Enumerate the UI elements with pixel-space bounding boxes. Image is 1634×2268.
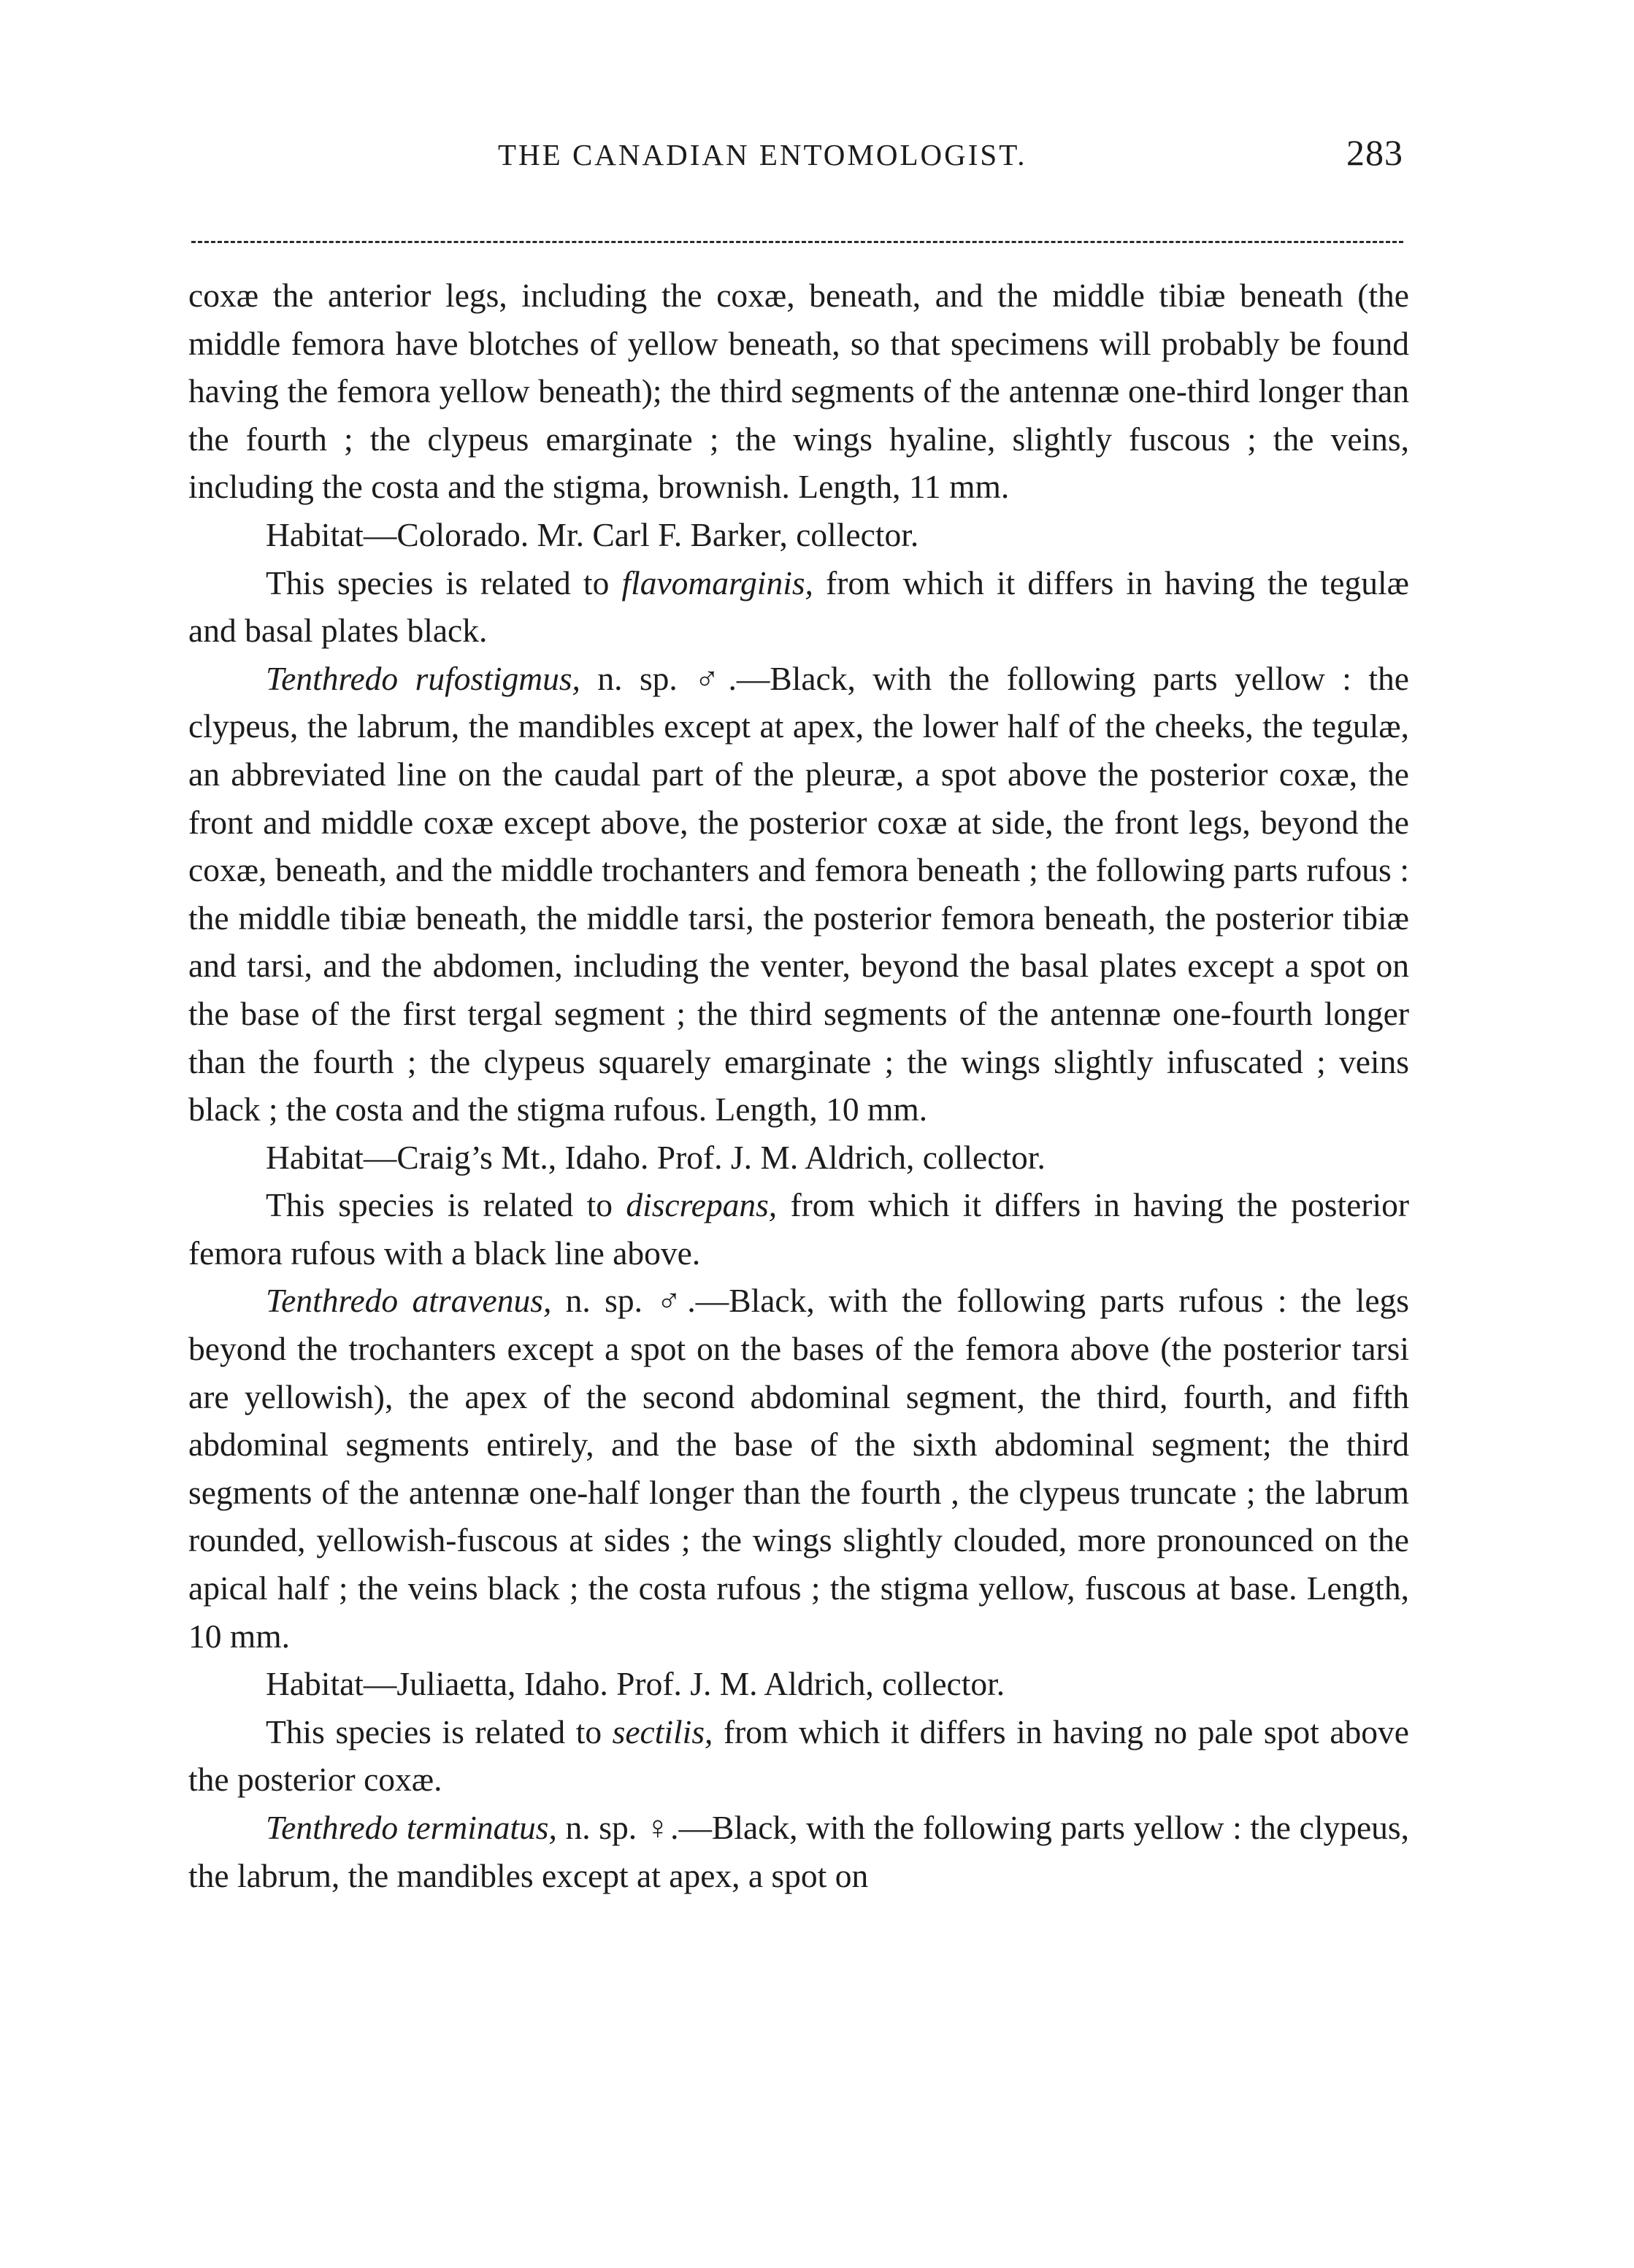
species-name: flavomarginis, — [621, 564, 813, 601]
paragraph-tenthredo-rufostigmus — [188, 655, 1409, 1134]
page-body — [188, 272, 1409, 1899]
text-run: This species is related to — [266, 564, 622, 601]
header-rule — [191, 241, 1403, 243]
text-run: from which it differs in having the tegulæ and basal plates black. — [188, 564, 1409, 650]
species-name: Tenthredo atravenus, — [266, 1282, 552, 1320]
running-title: THE CANADIAN ENTOMOLOGIST. — [498, 138, 1027, 172]
habitat-line-craigs-mt — [188, 1134, 1409, 1182]
text-run: Habitat—Craig’s Mt., Idaho. Prof. J. M. Aldrich, collector. — [266, 1138, 1046, 1176]
text-run: coxæ the anterior legs, including the coxæ, beneath, and the middle tibiæ beneath (the middle femora have blotches of yellow beneath, so that specimens will probably be found having the femora yellow beneath); the third segments of the antennæ one-third longer than the fourth ; the clypeus emarginate ; the wings hyaline, slightly fuscous ; the veins, including the costa and the stigma, brownish. Length, 11 mm. — [188, 277, 1409, 506]
text-run: n. sp. ♂.—Black, with the following parts rufous : the legs beyond the trochanters except a spot on the bases of the femora above (the posterior tarsi are yellowish), the apex of the second abdominal segment, the third, fourth, and fifth abdominal segments entirely, and the base of the sixth abdominal segment; the third segments of the antennæ one-half longer than the fourth , the clypeus truncate ; the labrum rounded, yellowish-fuscous at sides ; the wings slightly clouded, more pronounced on the apical half ; the veins black ; the costa rufous ; the stigma yellow, fuscous at base. Length, 10 mm. — [188, 1282, 1409, 1655]
paragraph-tenthredo-atravenus — [188, 1277, 1409, 1660]
habitat-line-colorado — [188, 511, 1409, 559]
text-run: from which it differs in having no pale spot above the posterior coxæ. — [188, 1712, 1409, 1799]
text-run: from which it differs in having the posterior femora rufous with a black line above. — [188, 1186, 1409, 1272]
paragraph-tenthredo-terminatus — [188, 1804, 1409, 1899]
habitat-line-juliaetta — [188, 1660, 1409, 1708]
running-header — [191, 131, 1403, 197]
text-run: This species is related to — [266, 1186, 626, 1224]
text-run: This species is related to — [266, 1712, 613, 1750]
paragraph-relation-sectilis — [188, 1708, 1409, 1804]
paragraph-relation-discrepans — [188, 1181, 1409, 1277]
paragraph-relation-flavomarginis — [188, 559, 1409, 655]
text-run: Habitat—Colorado. Mr. Carl F. Barker, collector. — [266, 515, 919, 553]
text-run: Habitat—Juliaetta, Idaho. Prof. J. M. Aldrich, collector. — [266, 1665, 1005, 1703]
text-run: n. sp. ♀.—Black, with the following parts yellow : the clypeus, the labrum, the mandibles except at apex, a spot on — [188, 1809, 1409, 1894]
species-name: Tenthredo rufostigmus, — [266, 659, 580, 697]
species-name: sectilis, — [612, 1712, 713, 1750]
text-run: n. sp. ♂.—Black, with the following parts yellow : the clypeus, the labrum, the mandibles except at apex, the lower half of the cheeks, the tegulæ, an abbreviated line on the caudal part of the pleuræ, a spot above the posterior coxæ, the front and middle coxæ except above, the posterior coxæ at side, the front legs, beyond the coxæ, beneath, and the middle trochanters and femora beneath ; the following parts rufous : the middle tibiæ beneath, the middle tarsi, the posterior femora beneath, the posterior tibiæ and tarsi, and the abdomen, including the venter, beyond the basal plates except a spot on the base of the first tergal segment ; the third segments of the antennæ one-fourth longer than the fourth ; the clypeus squarely emarginate ; the wings slightly infuscated ; veins black ; the costa and the stigma rufous. Length, 10 mm. — [188, 659, 1409, 1129]
paragraph-continued-description — [188, 272, 1409, 511]
species-name: Tenthredo terminatus, — [266, 1809, 557, 1846]
page-number: 283 — [1346, 132, 1403, 173]
species-name: discrepans, — [626, 1186, 778, 1224]
